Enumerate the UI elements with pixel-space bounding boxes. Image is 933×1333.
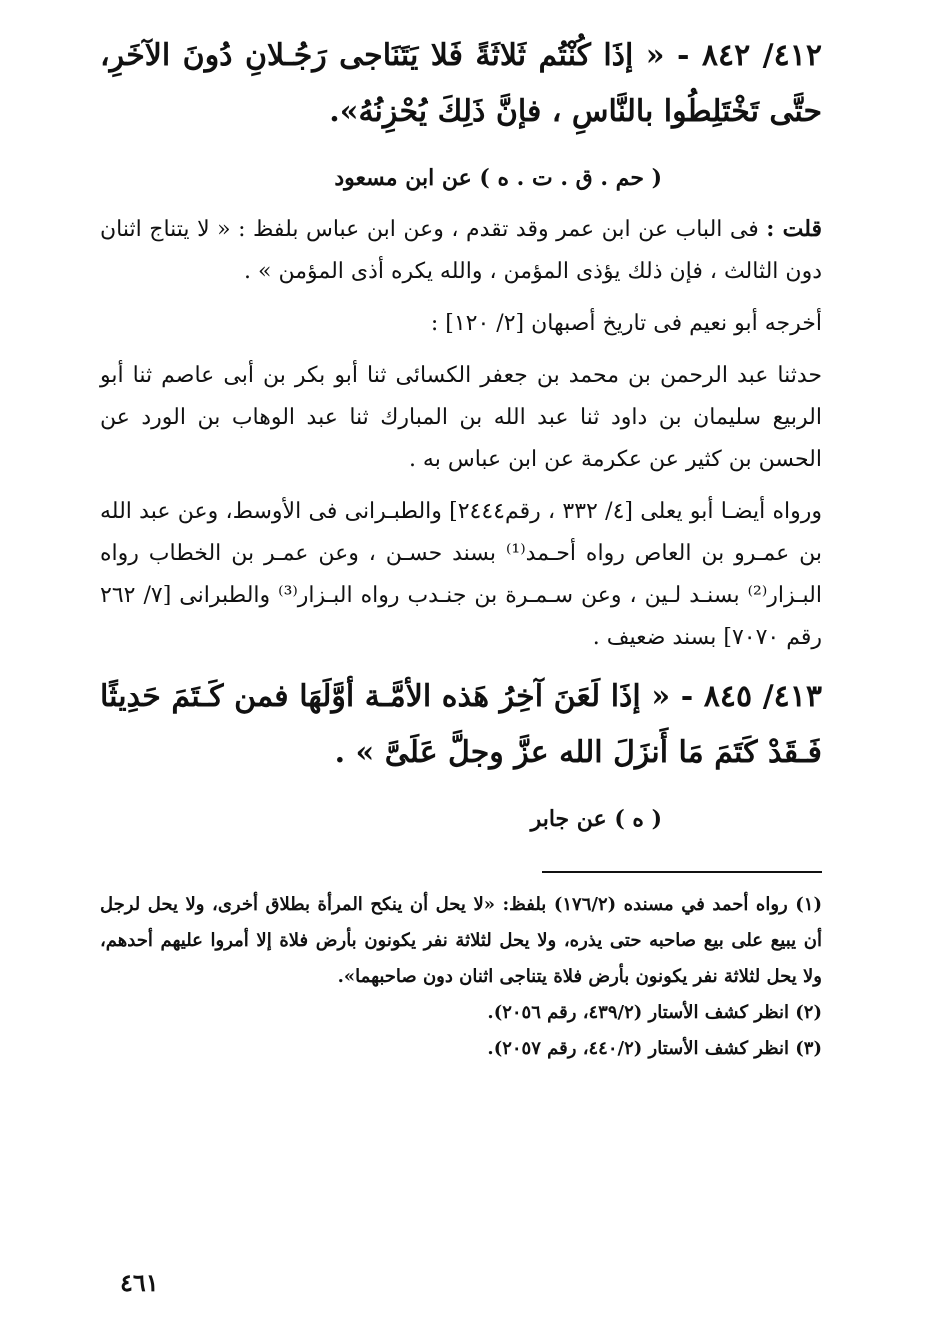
isnad-paragraph: حدثنا عبد الرحمن بن محمد بن جعفر الكسائى ثنا أبو بكر بن أبى عاصم ثنا أبو الربيع سليمان بن داود ثنا عبد الله بن المبارك ثنا عبد الوهاب بن الورد عن الحسن بن كثير عن عكرمة عن ابن عباس به . bbox=[100, 363, 822, 472]
hadith-412 bbox=[100, 28, 822, 140]
hadith-text: « إذَا لَعَنَ آخِرُ هَذه الأمَّـة أوَّلَهَا فمن كَـتَمَ حَدِيثًا فَـقَدْ كَتَمَ مَا أَنزَلَ الله عزَّ وجلَّ عَلَىَّ » . bbox=[100, 679, 822, 770]
commentary-lead: قلت : bbox=[766, 216, 823, 242]
riwaya-paragraph: ورواه أيضـا أبو يعلى [٤/ ٣٣٢ ، رقم٢٤٤٤] والطبـرانى فى الأوسط، وعن عبد الله بن عمـرو بن العاص رواه أحـمد⁽¹⁾ بسند حسـن ، وعن عمـر بن الخطاب رواه البـزار⁽²⁾ بسنـد لـين ، وعن سـمـرة بن جنـدب رواه البـزار⁽³⁾ والطبرانى [٧/ ٢٦٢ رقم ٧٠٧٠] بسند ضعيف . bbox=[100, 499, 823, 650]
takhrij-intro: أخرجه أبو نعيم فى تاريخ أصبهان [٢/ ١٢٠] : bbox=[430, 311, 822, 336]
footnote-separator bbox=[542, 871, 822, 873]
footnote-1: (١) رواه أحمد في مسنده (١٧٦/٢) بلفظ: «لا يحل أن ينكح المرأة بطلاق أخرى، ولا يحل لرجل أن يبيع على بيع صاحبه حتى يذره، ولا يحل لثلاثة نفر يكونون بأرض فلاة إلا أمروا عليهم أحدهم، ولا يحل لثلاثة نفر يكونون بأرض فلاة يتناجى اثنان دون صاحبهما». bbox=[100, 894, 822, 987]
hadith-number: ٤١٣/ ٨٤٥ - bbox=[680, 679, 823, 714]
page-body bbox=[100, 28, 822, 1067]
hadith-413 bbox=[100, 669, 822, 781]
footnote-3: (٣) انظر كشف الأستار (٤٤٠/٢، رقم ٢٠٥٧). bbox=[487, 1038, 822, 1059]
page-number: ٤٦١ bbox=[120, 1268, 159, 1297]
footnote-2: (٢) انظر كشف الأستار (٤٣٩/٢، رقم ٢٠٥٦). bbox=[487, 1002, 822, 1023]
hadith-source: ( حم . ق . ت . ه ) عن ابن مسعود bbox=[334, 165, 662, 191]
hadith-source: ( ه ) عن جابر bbox=[530, 806, 662, 832]
hadith-number: ٤١٢/ ٨٤٢ - bbox=[677, 38, 822, 73]
commentary-paragraph bbox=[100, 208, 822, 293]
hadith-text: « إذَا كُنْتُم ثَلاثَةً فَلا يَتَنَاجى رَجُـلانِ دُونَ الآخَرِ، حتَّى تَخْتَلِطُوا بالنَّاسِ ، فإنَّ ذَلِكَ يُحْزِنُهُ». bbox=[100, 38, 822, 129]
commentary-text: فى الباب عن ابن عمر وقد تقدم ، وعن ابن عباس بلفظ : « لا يتناج اثنان دون الثالث ، فإن ذلك يؤذى المؤمن ، والله يكره أذى المؤمن » . bbox=[100, 217, 822, 284]
